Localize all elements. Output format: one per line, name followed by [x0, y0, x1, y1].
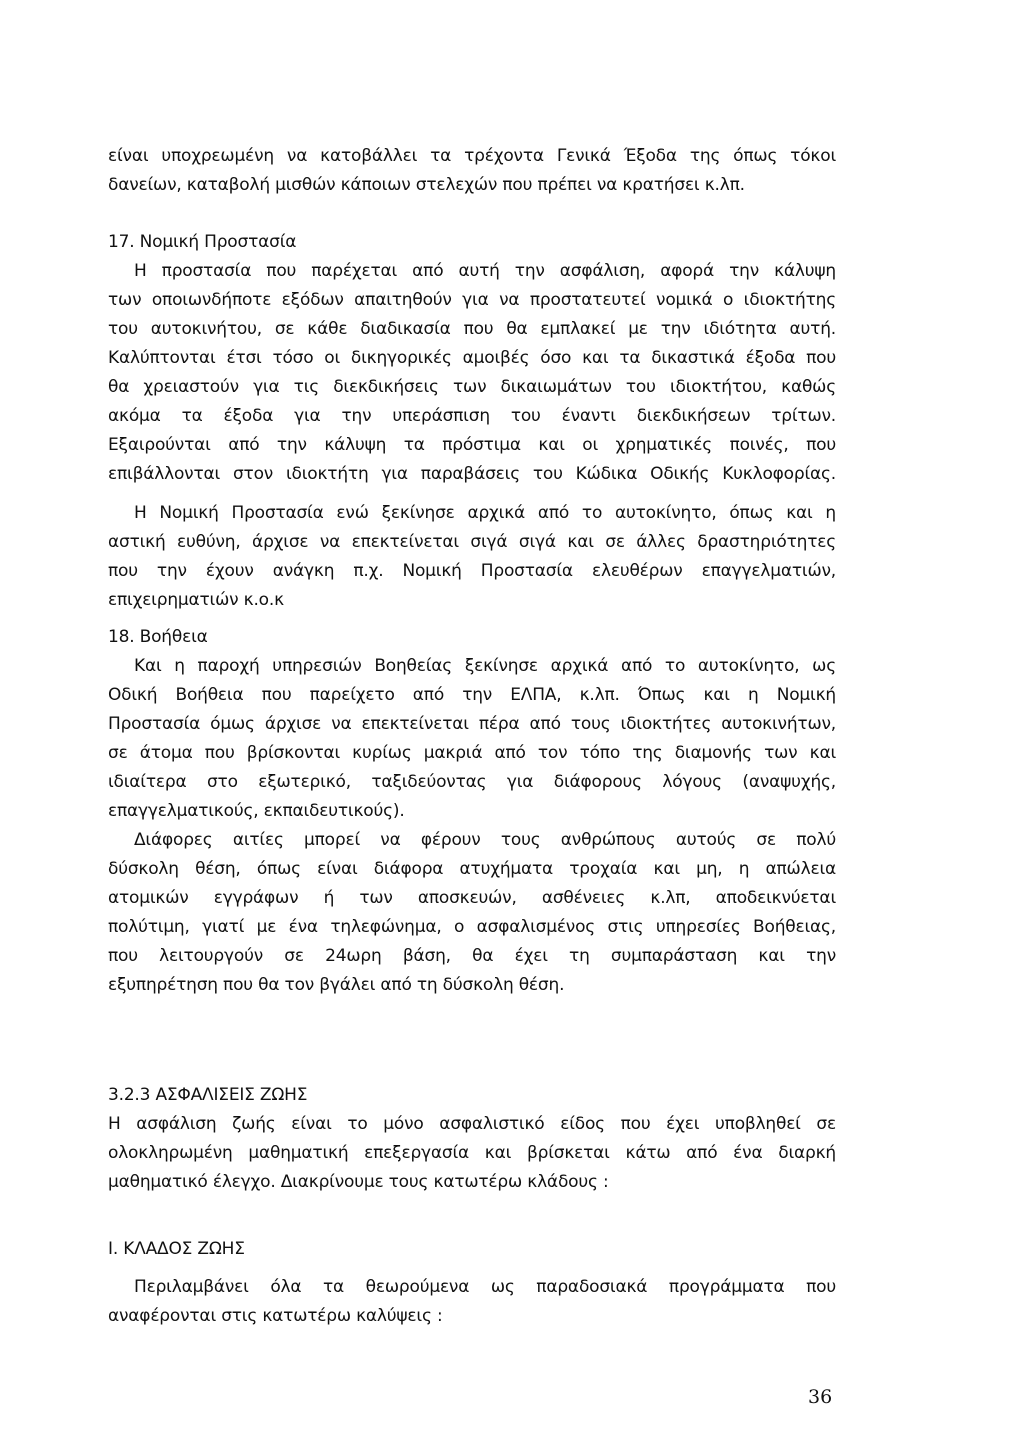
s18-p1-line-4: σε άτομα που βρίσκονται κυρίως μακριά από τον τόπο της διαμονής των και	[108, 743, 836, 763]
s17-p1-line-3: του αυτοκινήτου, σε κάθε διαδικασία που θα εμπλακεί με την ιδιότητα αυτή.	[108, 319, 836, 339]
s18-p2-line-2: δύσκολη θέση, όπως είναι διάφορα ατυχήματα τροχαία και μη, η απώλεια	[108, 859, 836, 879]
s18-p1-line-5: ιδιαίτερα στο εξωτερικό, ταξιδεύοντας για διάφορους λόγους (αναψυχής,	[108, 772, 836, 792]
section-17-heading: 17. Νομική Προστασία	[108, 232, 297, 252]
branch-i-line-2: αναφέρονται στις κατωτέρω καλύψεις :	[108, 1306, 443, 1326]
s323-line-2: ολοκληρωμένη μαθηματική επεξεργασία και βρίσκεται κάτω από ένα διαρκή	[108, 1143, 836, 1163]
s17-p2-line-3: που την έχουν ανάγκη π.χ. Νομική Προστασία ελευθέρων επαγγελματιών,	[108, 561, 836, 581]
s18-p1-line-6: επαγγελματικούς, εκπαιδευτικούς).	[108, 801, 405, 821]
s17-p1-line-8: επιβάλλονται στον ιδιοκτήτη για παραβάσεις του Κώδικα Οδικής Κυκλοφορίας.	[108, 464, 836, 484]
s18-p2-line-1: Διάφορες αιτίες μπορεί να φέρουν τους ανθρώπους αυτούς σε πολύ	[134, 830, 836, 850]
s323-line-1: Η ασφάλιση ζωής είναι το μόνο ασφαλιστικό είδος που έχει υποβληθεί σε	[108, 1114, 836, 1134]
s17-p2-line-1: Η Νομική Προστασία ενώ ξεκίνησε αρχικά από το αυτοκίνητο, όπως και η	[134, 503, 836, 523]
s18-p1-line-2: Οδική Βοήθεια που παρείχετο από την ΕΛΠΑ, κ.λπ. Όπως και η Νομική	[108, 685, 836, 705]
s17-p1-line-2: των οποιωνδήποτε εξόδων απαιτηθούν για να προστατευτεί νομικά ο ιδιοκτήτης	[108, 290, 836, 310]
section-18-heading: 18. Βοήθεια	[108, 627, 208, 647]
branch-i-heading: Ι. ΚΛΑΔΟΣ ΖΩΗΣ	[108, 1239, 245, 1259]
branch-i-line-1: Περιλαμβάνει όλα τα θεωρούμενα ως παραδοσιακά προγράμματα που	[134, 1277, 836, 1297]
intro-line-1: είναι υποχρεωμένη να κατοβάλλει τα τρέχοντα Γενικά Έξοδα της όπως τόκοι	[108, 146, 836, 166]
section-3-2-3-heading: 3.2.3 ΑΣΦΑΛΙΣΕΙΣ ΖΩΗΣ	[108, 1085, 308, 1105]
s17-p1-line-6: ακόμα τα έξοδα για την υπεράσπιση του έναντι διεκδικήσεων τρίτων.	[108, 406, 836, 426]
s17-p1-line-4: Καλύπτονται έτσι τόσο οι δικηγορικές αμοιβές όσο και τα δικαστικά έξοδα που	[108, 348, 836, 368]
s323-line-3: μαθηματικό έλεγχο. Διακρίνουμε τους κατωτέρω κλάδους :	[108, 1172, 609, 1192]
s18-p2-line-5: που λειτουργούν σε 24ωρη βάση, θα έχει τη συμπαράσταση και την	[108, 946, 836, 966]
s18-p2-line-3: ατομικών εγγράφων ή των αποσκευών, ασθένειες κ.λπ, αποδεικνύεται	[108, 888, 836, 908]
intro-line-2: δανείων, καταβολή μισθών κάποιων στελεχών που πρέπει να κρατήσει κ.λπ.	[108, 175, 745, 195]
s18-p1-line-3: Προστασία όμως άρχισε να επεκτείνεται πέρα από τους ιδιοκτήτες αυτοκινήτων,	[108, 714, 836, 734]
s18-p2-line-6: εξυπηρέτηση που θα τον βγάλει από τη δύσκολη θέση.	[108, 975, 565, 995]
s17-p2-line-4: επιχειρηματιών κ.ο.κ	[108, 590, 284, 610]
s17-p1-line-5: θα χρειαστούν για τις διεκδικήσεις των δικαιωμάτων του ιδιοκτήτου, καθώς	[108, 377, 836, 397]
s18-p1-line-1: Και η παροχή υπηρεσιών Βοηθείας ξεκίνησε αρχικά από το αυτοκίνητο, ως	[134, 656, 836, 676]
page-number: 36	[808, 1386, 833, 1408]
s17-p1-line-7: Εξαιρούνται από την κάλυψη τα πρόστιμα και οι χρηματικές ποινές, που	[108, 435, 836, 455]
s17-p1-line-1: Η προστασία που παρέχεται από αυτή την ασφάλιση, αφορά την κάλυψη	[134, 261, 836, 281]
s18-p2-line-4: πολύτιμη, γιατί με ένα τηλεφώνημα, ο ασφαλισμένος στις υπηρεσίες Βοήθειας,	[108, 917, 836, 937]
s17-p2-line-2: αστική ευθύνη, άρχισε να επεκτείνεται σιγά σιγά και σε άλλες δραστηριότητες	[108, 532, 836, 552]
